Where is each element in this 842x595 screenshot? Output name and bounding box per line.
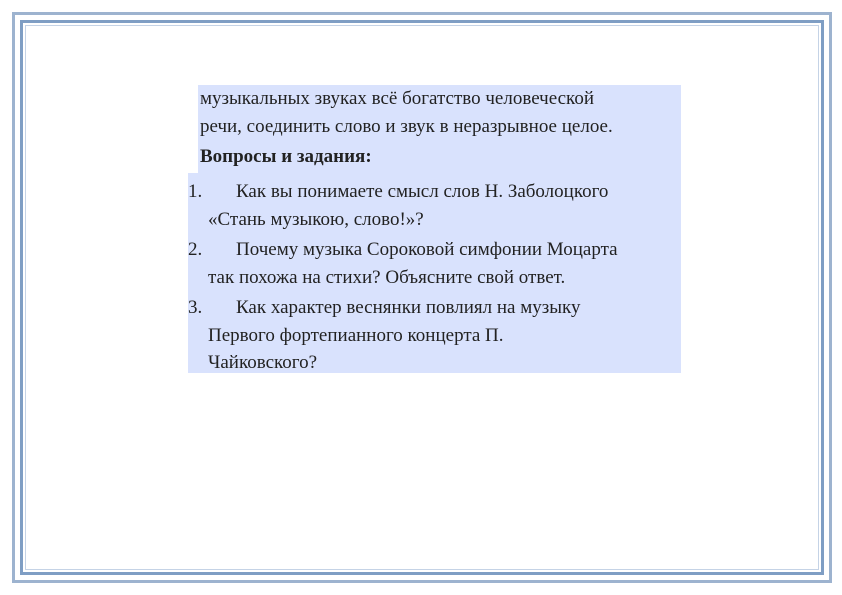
question-2-line-2: так похожа на стихи? Объясните свой ответ.: [208, 267, 566, 288]
question-number-3: 3.: [188, 297, 203, 318]
question-3-line-1: Как характер веснянки повлиял на музыку: [236, 297, 581, 318]
question-number-1: 1.: [188, 181, 203, 202]
question-1-line-1: Как вы понимаете смысл слов Н. Заболоцкого: [236, 181, 609, 202]
highlighted-text-block: [188, 85, 681, 373]
question-2-line-1: Почему музыка Сороковой симфонии Моцарта: [236, 239, 618, 260]
questions-heading: Вопросы и задания:: [200, 146, 372, 167]
question-3-line-3: Чайковского?: [208, 352, 318, 373]
paragraph-line-2: речи, соединить слово и звук в неразрывное целое.: [200, 116, 613, 137]
question-3-line-2: Первого фортепианного концерта П.: [208, 325, 504, 346]
question-1-line-2: «Стань музыкою, слово!»?: [208, 209, 424, 230]
paragraph-line-1: музыкальных звуках всё богатство человеческой: [200, 88, 594, 109]
question-number-2: 2.: [188, 239, 203, 260]
